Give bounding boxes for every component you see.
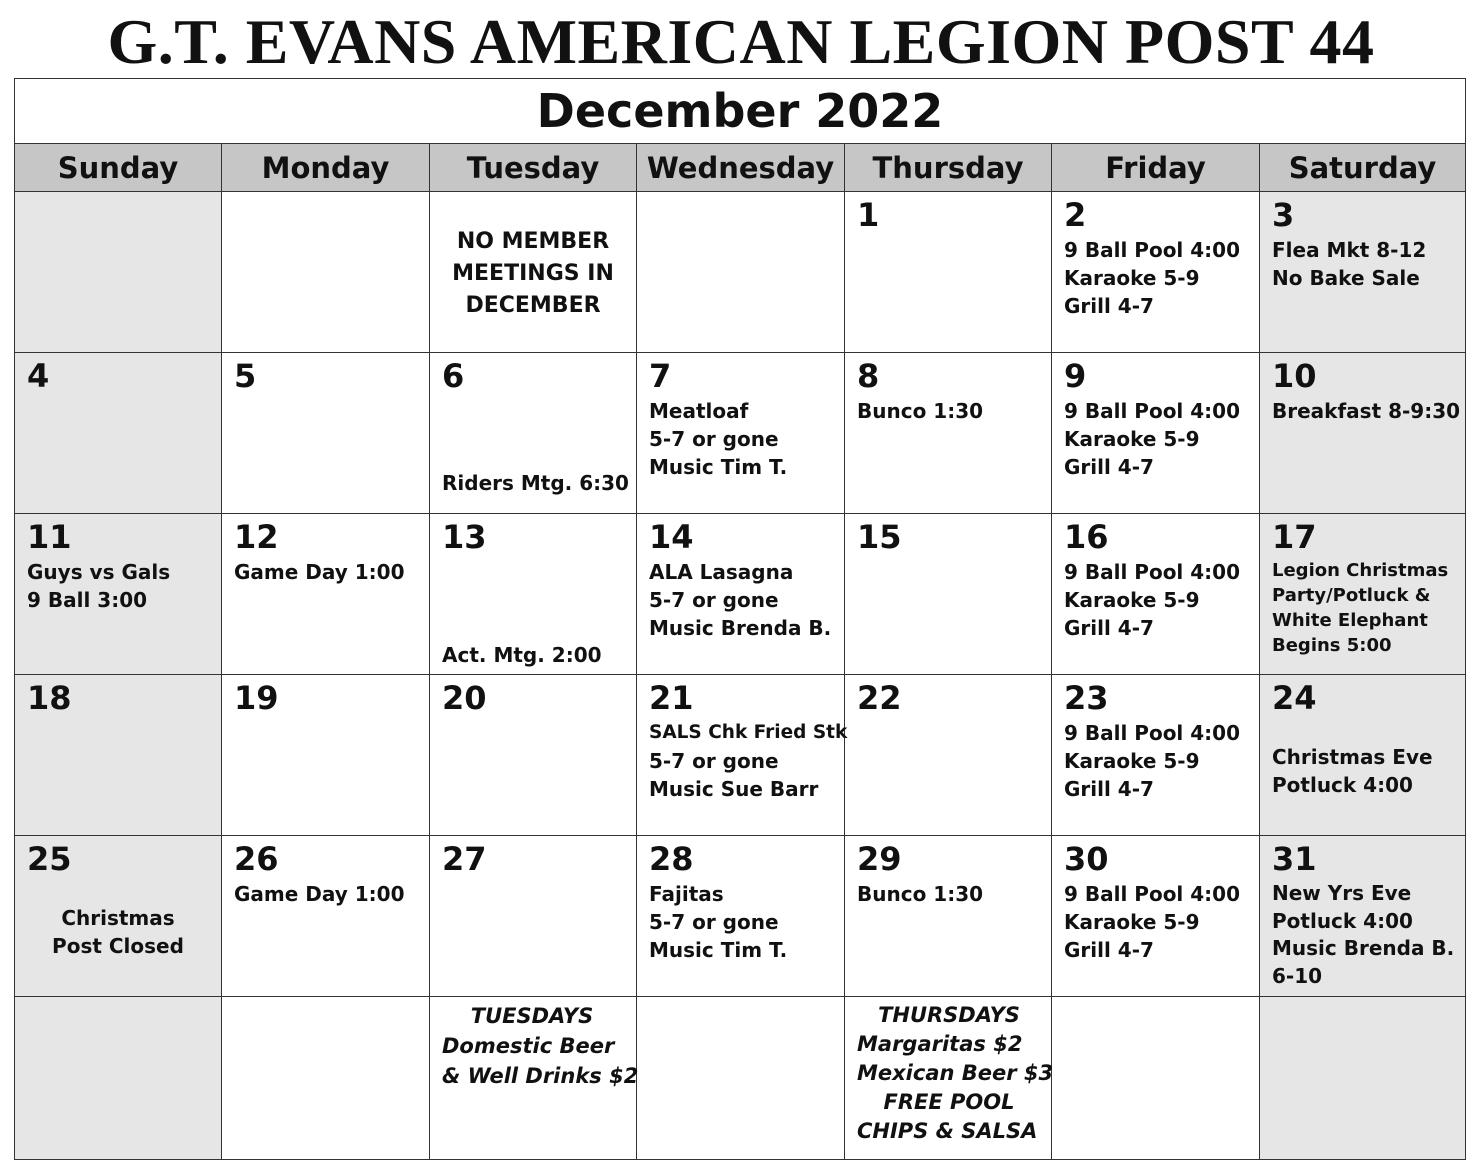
- day-events: [1064, 236, 1240, 320]
- calendar: [14, 78, 1466, 1160]
- event-line: 9 Ball 3:00: [27, 588, 148, 612]
- day-cell-empty: [222, 997, 430, 1159]
- event-line: Music Tim T.: [649, 938, 788, 962]
- day-cell-11: [15, 514, 222, 675]
- day-cell-2: [1052, 192, 1260, 353]
- day-number: 20: [442, 679, 487, 717]
- day-events: [234, 880, 405, 908]
- day-cell-empty: [637, 997, 845, 1159]
- day-number: 29: [857, 840, 902, 878]
- event-line: Breakfast 8-9:30: [1272, 399, 1461, 423]
- day-cell-28: [637, 836, 845, 997]
- day-events: [1272, 236, 1426, 292]
- event-line: White Elephant: [1272, 610, 1428, 631]
- event-line: ALA Lasagna: [649, 560, 794, 584]
- event-line: Grill 4-7: [1064, 294, 1154, 318]
- event-line: 9 Ball Pool 4:00: [1064, 238, 1240, 262]
- event-line: Music Brenda B.: [649, 616, 832, 640]
- event-line: Karaoke 5-9: [1064, 427, 1200, 451]
- day-cell-empty: [222, 192, 430, 353]
- event-line: Bunco 1:30: [857, 399, 984, 423]
- day-number: 3: [1272, 196, 1295, 234]
- specials-heading: THURSDAYS: [878, 1003, 1020, 1027]
- day-number: 7: [649, 357, 672, 395]
- day-cell-22: [845, 675, 1052, 836]
- specials-heading: TUESDAYS: [470, 1004, 594, 1028]
- day-events: [649, 719, 847, 803]
- specials-line: Margaritas $2: [857, 1032, 1023, 1056]
- day-cell-8: [845, 353, 1052, 514]
- event-line: 5-7 or gone: [649, 588, 779, 612]
- event-line: Game Day 1:00: [234, 560, 405, 584]
- day-number: 14: [649, 518, 694, 556]
- day-cell-3: [1260, 192, 1465, 353]
- weekday-monday: Monday: [222, 144, 430, 192]
- day-number: 12: [234, 518, 279, 556]
- day-cell-empty: [1260, 997, 1465, 1159]
- thursday-specials: [857, 1001, 1054, 1146]
- event-line: Christmas: [61, 906, 175, 930]
- day-cell-15: [845, 514, 1052, 675]
- day-cell-29: [845, 836, 1052, 997]
- event-line: SALS Chk Fried Stk: [649, 722, 848, 743]
- day-number: 19: [234, 679, 279, 717]
- day-cell-empty: [637, 192, 845, 353]
- day-number: 15: [857, 518, 902, 556]
- day-events: [15, 904, 221, 960]
- event-line: Music Tim T.: [649, 455, 788, 479]
- event-line: 5-7 or gone: [649, 910, 779, 934]
- day-number: 6: [442, 357, 465, 395]
- day-number: 22: [857, 679, 902, 717]
- event-line: 5-7 or gone: [649, 749, 779, 773]
- event-line: Music Sue Barr: [649, 777, 819, 801]
- day-cell-14: [637, 514, 845, 675]
- specials-line: FREE POOL: [883, 1090, 1015, 1114]
- day-events: [1272, 558, 1448, 658]
- day-cell-23: [1052, 675, 1260, 836]
- weekday-wednesday: Wednesday: [637, 144, 845, 192]
- day-cell-9: [1052, 353, 1260, 514]
- day-cell-24: [1260, 675, 1465, 836]
- event-line: Karaoke 5-9: [1064, 266, 1200, 290]
- weekday-friday: Friday: [1052, 144, 1260, 192]
- day-number: 5: [234, 357, 257, 395]
- day-events: [234, 558, 405, 586]
- event-line: Begins 5:00: [1272, 635, 1392, 656]
- day-number: 31: [1272, 840, 1317, 878]
- weekday-saturday: Saturday: [1288, 151, 1437, 185]
- specials-line: Mexican Beer $3: [857, 1061, 1054, 1085]
- day-events: [649, 880, 787, 964]
- day-cell-6: [430, 353, 637, 514]
- day-cell-19: [222, 675, 430, 836]
- day-cell-20: [430, 675, 637, 836]
- day-cell-18: [15, 675, 222, 836]
- specials-line: Domestic Beer: [442, 1034, 615, 1058]
- day-cell-7: [637, 353, 845, 514]
- day-events: [1272, 880, 1454, 990]
- day-number: 30: [1064, 840, 1109, 878]
- weekday-thursday: Thursday: [845, 144, 1052, 192]
- day-number: 10: [1272, 357, 1317, 395]
- event-line: Christmas Eve: [1272, 745, 1433, 769]
- day-events: [649, 558, 831, 642]
- day-number: 16: [1064, 518, 1109, 556]
- day-events: [1272, 743, 1433, 799]
- event-line: Guys vs Gals: [27, 560, 171, 584]
- tuesday-specials-cell: [430, 997, 637, 1159]
- calendar-grid: [15, 192, 1465, 1159]
- day-number: 2: [1064, 196, 1087, 234]
- weekday-tuesday: Tuesday: [430, 144, 637, 192]
- event-line: Music Brenda B.: [1272, 936, 1455, 960]
- day-cell-31: [1260, 836, 1465, 997]
- day-events: [1272, 397, 1460, 425]
- event-line: 9 Ball Pool 4:00: [1064, 721, 1240, 745]
- day-cell-10: [1260, 353, 1465, 514]
- day-number: 4: [27, 357, 50, 395]
- event-line: Party/Potluck &: [1272, 585, 1431, 606]
- page-title: G.T. EVANS AMERICAN LEGION POST 44: [107, 6, 1375, 77]
- tuesday-specials: [442, 1001, 639, 1091]
- day-events: [1064, 397, 1240, 481]
- day-number: 1: [857, 196, 880, 234]
- event-line: Meatloaf: [649, 399, 749, 423]
- day-number: 23: [1064, 679, 1109, 717]
- event-line: 9 Ball Pool 4:00: [1064, 399, 1240, 423]
- day-events: [649, 397, 787, 481]
- day-cell-17: [1260, 514, 1465, 675]
- day-cell-30: [1052, 836, 1260, 997]
- thursday-specials-cell: [845, 997, 1052, 1159]
- event-line: Grill 4-7: [1064, 455, 1154, 479]
- day-cell-empty: [15, 997, 222, 1159]
- day-events: [1064, 719, 1240, 803]
- event-line: 5-7 or gone: [649, 427, 779, 451]
- event-line: No Bake Sale: [1272, 266, 1420, 290]
- event-line: 6-10: [1272, 963, 1323, 988]
- day-number: 26: [234, 840, 279, 878]
- event-line: Potluck 4:00: [1272, 773, 1413, 797]
- notice-line: MEETINGS IN: [452, 261, 614, 286]
- event-line: Karaoke 5-9: [1064, 588, 1200, 612]
- day-number: 24: [1272, 679, 1317, 717]
- day-number: 11: [27, 518, 72, 556]
- day-number: 8: [857, 357, 880, 395]
- day-cell-5: [222, 353, 430, 514]
- riders-meeting: Riders Mtg. 6:30: [442, 471, 629, 495]
- day-events: [1064, 880, 1240, 964]
- day-cell-notice: [430, 192, 637, 353]
- day-cell-empty: [1052, 997, 1260, 1159]
- day-events: [857, 880, 983, 908]
- event-line: Bunco 1:30: [857, 882, 984, 906]
- day-number: 25: [27, 840, 72, 878]
- event-line: 9 Ball Pool 4:00: [1064, 882, 1240, 906]
- month-title: December 2022: [15, 79, 1465, 144]
- no-meetings-notice: [430, 226, 636, 322]
- day-number: 18: [27, 679, 72, 717]
- event-line: Grill 4-7: [1064, 938, 1154, 962]
- event-line: Grill 4-7: [1064, 616, 1154, 640]
- weekday-sunday: Sunday: [15, 144, 222, 192]
- specials-line: CHIPS & SALSA: [857, 1119, 1038, 1143]
- notice-line: DECEMBER: [465, 293, 601, 318]
- day-cell-26: [222, 836, 430, 997]
- day-events: [857, 397, 983, 425]
- day-number: 9: [1064, 357, 1087, 395]
- day-number: 28: [649, 840, 694, 878]
- day-events: [27, 558, 170, 614]
- event-line: Karaoke 5-9: [1064, 910, 1200, 934]
- notice-line: NO MEMBER: [456, 229, 610, 254]
- day-number: 21: [649, 679, 694, 717]
- event-line: Fajitas: [649, 882, 724, 906]
- event-line: Potluck 4:00: [1272, 908, 1413, 933]
- specials-line: & Well Drinks $2: [442, 1064, 639, 1088]
- day-number: 27: [442, 840, 487, 878]
- day-events: [1064, 558, 1240, 642]
- event-line: Legion Christmas: [1272, 560, 1449, 581]
- event-line: Karaoke 5-9: [1064, 749, 1200, 773]
- event-line: Grill 4-7: [1064, 777, 1154, 801]
- event-line: 9 Ball Pool 4:00: [1064, 560, 1240, 584]
- event-line: Flea Mkt 8-12: [1272, 238, 1427, 262]
- day-cell-25: [15, 836, 222, 997]
- day-cell-13: [430, 514, 637, 675]
- day-cell-4: [15, 353, 222, 514]
- activities-meeting: Act. Mtg. 2:00: [442, 643, 602, 667]
- weekday-header-row: [15, 144, 1465, 192]
- event-line: New Yrs Eve: [1272, 881, 1412, 905]
- day-number: 13: [442, 518, 487, 556]
- event-line: Game Day 1:00: [234, 882, 405, 906]
- event-line: Post Closed: [52, 934, 184, 958]
- day-cell-empty: [15, 192, 222, 353]
- day-cell-1: [845, 192, 1052, 353]
- day-cell-12: [222, 514, 430, 675]
- day-cell-21: [637, 675, 848, 836]
- day-cell-16: [1052, 514, 1260, 675]
- day-cell-27: [430, 836, 637, 997]
- day-number: 17: [1272, 518, 1317, 556]
